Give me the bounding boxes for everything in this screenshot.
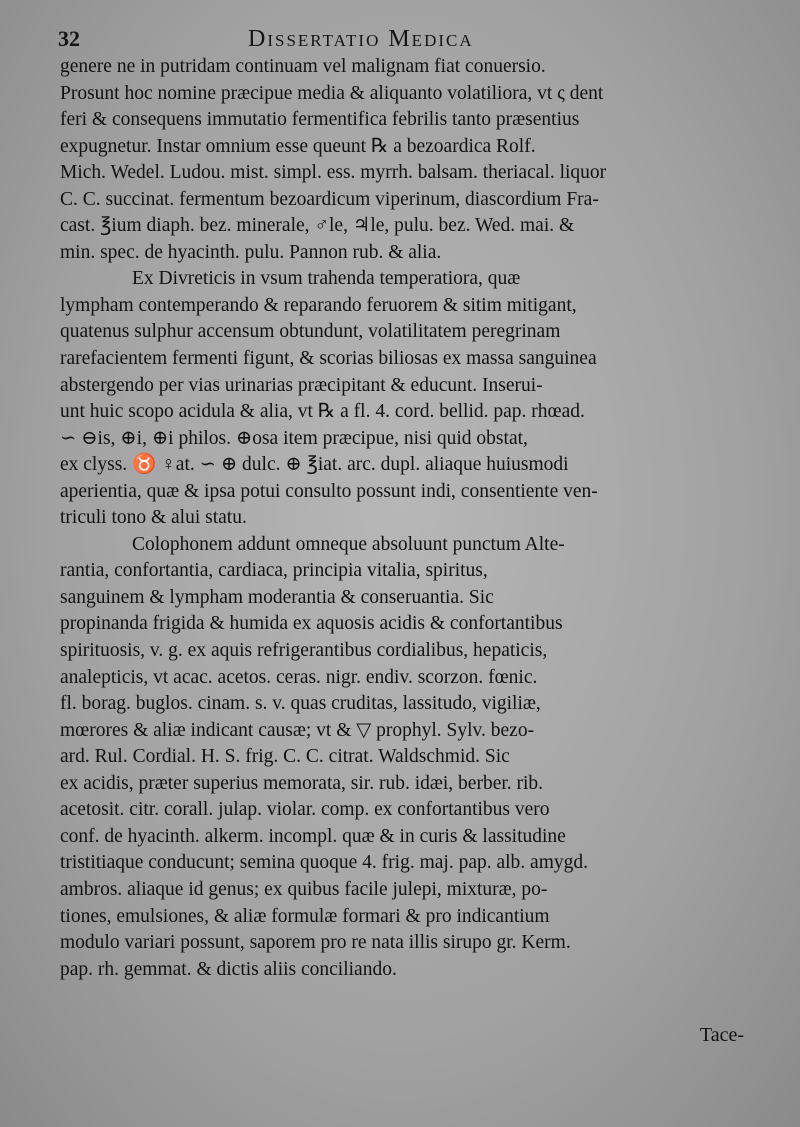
text-line: quatenus sulphur accensum obtundunt, volatilitatem peregrinam xyxy=(60,321,561,343)
text-line: tiones, emulsiones, & aliæ formulæ formari & pro indicantium xyxy=(60,905,550,927)
text-line: rarefacientem fermenti figunt, & scorias biliosas ex massa sanguinea xyxy=(60,348,597,370)
text-line: feri & consequens immutatio fermentifica febrilis tanto præsentius xyxy=(60,109,580,131)
text-line: sanguinem & lympham moderantia & conseruantia. Sic xyxy=(60,586,494,608)
page-number: 32 xyxy=(58,26,80,51)
text-line: triculi tono & alui statu. xyxy=(60,507,247,529)
text-line: fl. borag. buglos. cinam. s. v. quas cruditas, lassitudo, vigiliæ, xyxy=(60,693,541,715)
text-line: aperientia, quæ & ipsa potui consulto possunt indi, consentiente ven- xyxy=(60,480,598,502)
text-line: abstergendo per vias urinarias præcipitant & educunt. Inserui- xyxy=(60,374,543,396)
text-line: lympham contemperando & reparando feruorem & sitim mitigant, xyxy=(60,294,577,316)
paragraph-3 xyxy=(60,532,748,983)
text-line: ex clyss. ♉ ♀at. ∽ ⊕ dulc. ⊕ ℥iat. arc. dupl. aliaque huiusmodi xyxy=(60,454,569,476)
text-line: expugnetur. Instar omnium esse queunt ℞ a bezoardica Rolf. xyxy=(60,135,536,157)
text-line: unt huic scopo acidula & alia, vt ℞ a fl. 4. cord. bellid. pap. rhœad. xyxy=(60,401,585,423)
page-header xyxy=(58,24,748,56)
text-line: propinanda frigida & humida ex aquosis acidis & confortantibus xyxy=(60,613,563,635)
text-line: modulo variari possunt, saporem pro re nata illis sirupo gr. Kerm. xyxy=(60,932,571,954)
paragraph-1 xyxy=(60,54,748,266)
text-line: pap. rh. gemmat. & dictis aliis conciliando. xyxy=(60,958,397,980)
running-head: Dissertatio Medica xyxy=(248,26,474,52)
text-line: Ex Divreticis in vsum trahenda temperatiora, quæ xyxy=(132,268,521,290)
text-line: cast. ℥ium diaph. bez. minerale, ♂le, ♃le, pulu. bez. Wed. mai. & xyxy=(60,215,575,237)
text-line: ex acidis, præter superius memorata, sir. rub. idæi, berber. rib. xyxy=(60,772,544,794)
body-text xyxy=(60,54,748,983)
text-line: ∽ ⊖is, ⊕i, ⊕i philos. ⊕osa item præcipue, nisi quid obstat, xyxy=(60,427,528,449)
text-line: C. C. succinat. fermentum bezoardicum viperinum, diascordium Fra- xyxy=(60,188,599,210)
text-line: Mich. Wedel. Ludou. mist. simpl. ess. myrrh. balsam. theriacal. liquor xyxy=(60,162,607,184)
text-line: acetosit. citr. corall. julap. violar. comp. ex confortantibus vero xyxy=(60,799,550,821)
text-line: tristitiaque conducunt; semina quoque 4. frig. maj. pap. alb. amygd. xyxy=(60,852,589,874)
text-line: min. spec. de hyacinth. pulu. Pannon rub. & alia. xyxy=(60,241,442,263)
catchword: Tace- xyxy=(699,1024,744,1046)
text-line: ambros. aliaque id genus; ex quibus facile julepi, mixturæ, po- xyxy=(60,878,548,900)
text-line: spirituosis, v. g. ex aquis refrigerantibus cordialibus, hepaticis, xyxy=(60,640,548,662)
text-line: genere ne in putridam continuam vel malignam fiat conuersio. xyxy=(60,56,546,77)
text-line: conf. de hyacinth. alkerm. incompl. quæ & in curis & lassitudine xyxy=(60,825,566,847)
text-line: rantia, confortantia, cardiaca, principia vitalia, spiritus, xyxy=(60,560,488,582)
paragraph-2 xyxy=(60,266,748,531)
text-line: Colophonem addunt omneque absoluunt punctum Alte- xyxy=(132,533,565,555)
text-line: ard. Rul. Cordial. H. S. frig. C. C. citrat. Waldschmid. Sic xyxy=(60,746,510,768)
text-line: mœrores & aliæ indicant causæ; vt & ▽ prophyl. Sylv. bezo- xyxy=(60,719,535,741)
text-line: Prosunt hoc nomine præcipue media & aliquanto volatiliora, vt ς dent xyxy=(60,82,604,104)
text-line: analepticis, vt acac. acetos. ceras. nigr. endiv. scorzon. fœnic. xyxy=(60,666,538,688)
